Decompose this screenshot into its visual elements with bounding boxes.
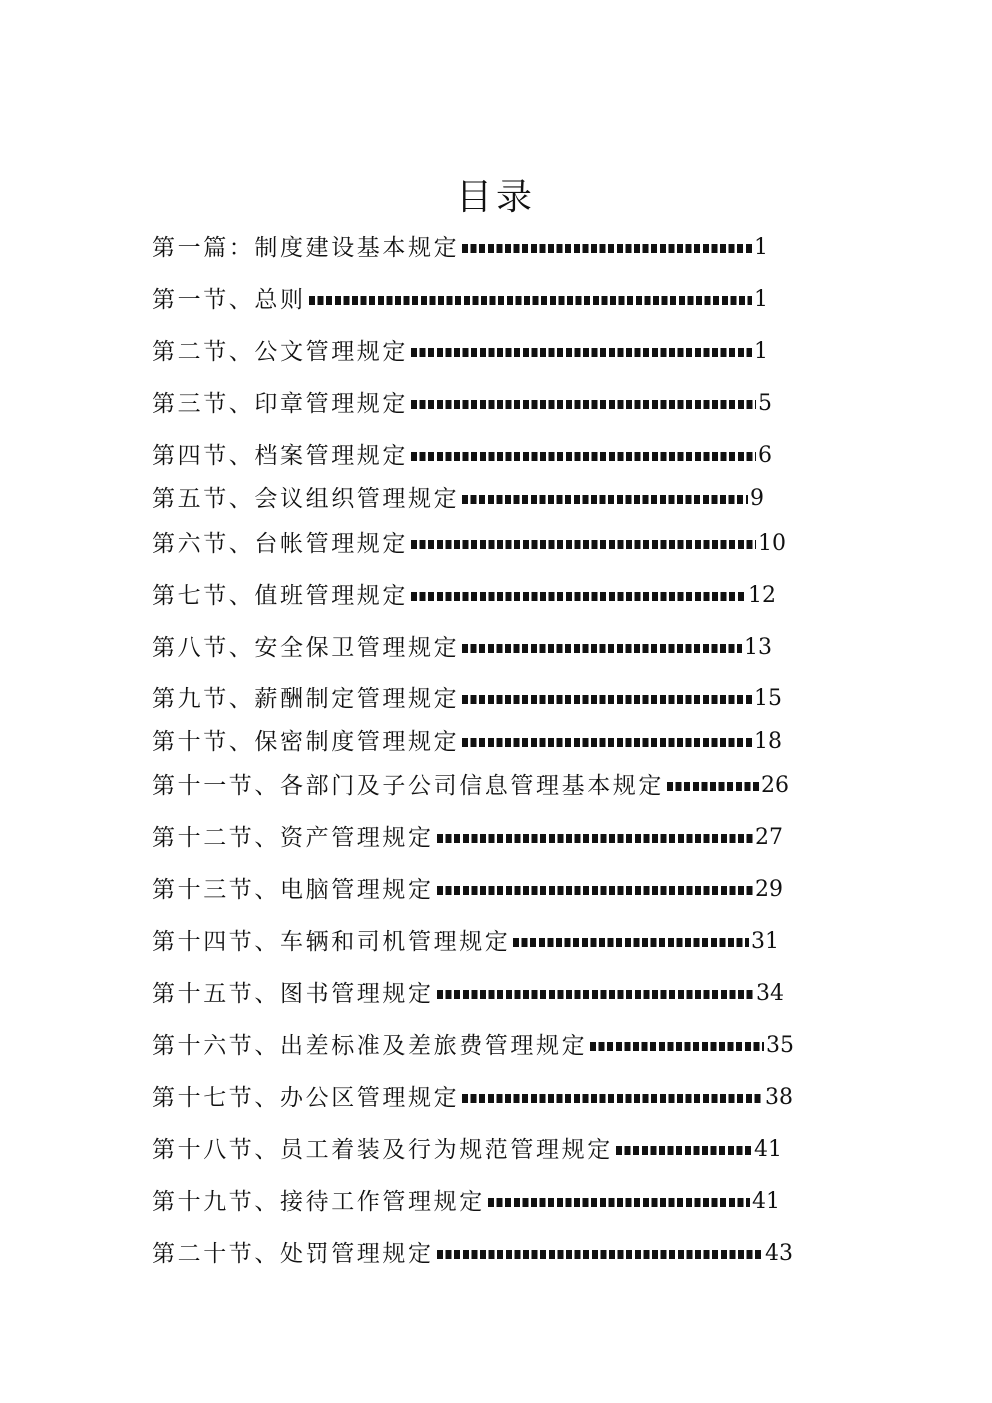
toc-entry-label: 第四节、档案管理规定 [152, 443, 408, 469]
dot-leader [488, 1198, 750, 1207]
toc-entry-label: 第一篇：制度建设基本规定 [152, 235, 460, 261]
toc-entry-label: 第十八节、员工着装及行为规范管理规定 [152, 1137, 613, 1163]
toc-entry-page-number: 15 [754, 686, 782, 711]
toc-entry-label: 第十七节、办公区管理规定 [152, 1085, 460, 1111]
dot-leader [411, 540, 756, 549]
toc-entry-page-number: 34 [756, 981, 784, 1006]
dot-leader [411, 348, 752, 357]
dot-leader [616, 1146, 752, 1155]
dot-leader [667, 782, 759, 791]
toc-entry-label: 第三节、印章管理规定 [152, 391, 408, 417]
toc-entry [152, 231, 768, 265]
toc-entry-page-number: 1 [754, 339, 768, 364]
toc-entry [152, 1133, 782, 1167]
toc-entry-page-number: 27 [755, 825, 783, 850]
toc-entry-page-number: 31 [751, 929, 779, 954]
toc-entry-label: 第六节、台帐管理规定 [152, 531, 408, 557]
toc-entry [152, 1081, 793, 1115]
toc-entry-label: 第十九节、接待工作管理规定 [152, 1189, 485, 1215]
toc-entry [152, 631, 772, 665]
dot-leader [411, 400, 756, 409]
toc-entry [152, 977, 784, 1011]
toc-entry-label: 第七节、值班管理规定 [152, 583, 408, 609]
toc-entry-label: 第一节、总则 [152, 287, 306, 313]
toc-entry-label: 第十三节、电脑管理规定 [152, 877, 434, 903]
toc-entry-label: 第十节、保密制度管理规定 [152, 729, 460, 755]
toc-entry-label: 第二十节、处罚管理规定 [152, 1241, 434, 1267]
dot-leader [462, 695, 752, 704]
toc-entry-label: 第九节、薪酬制定管理规定 [152, 686, 460, 712]
dot-leader [411, 592, 746, 601]
toc-entry-page-number: 5 [758, 391, 772, 416]
toc-entry-page-number: 1 [754, 287, 768, 312]
dot-leader [462, 1094, 763, 1103]
toc-entry [152, 1029, 794, 1063]
dot-leader [437, 834, 753, 843]
toc-entry [152, 1237, 793, 1271]
dot-leader [462, 738, 752, 747]
toc-entry-label: 第二节、公文管理规定 [152, 339, 408, 365]
toc-entry [152, 579, 776, 613]
toc-entry-page-number: 29 [755, 877, 783, 902]
dot-leader [309, 296, 752, 305]
toc-entry-label: 第八节、安全保卫管理规定 [152, 635, 460, 661]
toc-entry [152, 925, 779, 959]
toc-entry [152, 482, 764, 516]
toc-entry [152, 873, 783, 907]
toc-entry-page-number: 9 [750, 486, 764, 511]
toc-entry [152, 387, 772, 421]
toc-entry [152, 527, 786, 561]
toc-entry-page-number: 1 [754, 235, 768, 260]
toc-entry-label: 第十四节、车辆和司机管理规定 [152, 929, 511, 955]
dot-leader [462, 644, 742, 653]
toc-entry-page-number: 35 [766, 1033, 794, 1058]
toc-entry-page-number: 13 [744, 635, 772, 660]
toc-entry-page-number: 6 [758, 443, 772, 468]
toc-entry-page-number: 12 [748, 583, 776, 608]
toc-entry-label: 第五节、会议组织管理规定 [152, 486, 460, 512]
toc-entry-page-number: 18 [754, 729, 782, 754]
toc-entry-label: 第十一节、各部门及子公司信息管理基本规定 [152, 773, 664, 799]
toc-entry-label: 第十六节、出差标准及差旅费管理规定 [152, 1033, 588, 1059]
dot-leader [590, 1042, 764, 1051]
toc-entry [152, 1185, 780, 1219]
toc-entry-page-number: 38 [765, 1085, 793, 1110]
toc-entry-page-number: 43 [765, 1241, 793, 1266]
toc-entry [152, 439, 772, 473]
toc-entry-page-number: 41 [752, 1189, 780, 1214]
dot-leader [437, 886, 753, 895]
toc-entry [152, 725, 782, 759]
dot-leader [437, 1250, 763, 1259]
toc-entry-label: 第十二节、资产管理规定 [152, 825, 434, 851]
toc-entry-label: 第十五节、图书管理规定 [152, 981, 434, 1007]
dot-leader [513, 938, 749, 947]
toc-entry [152, 283, 768, 317]
dot-leader [462, 495, 748, 504]
toc-entry [152, 821, 783, 855]
toc-entry [152, 335, 768, 369]
toc-entry [152, 769, 789, 803]
dot-leader [437, 990, 754, 999]
toc-entry-page-number: 26 [761, 773, 789, 798]
toc-entry-page-number: 41 [754, 1137, 782, 1162]
toc-title: 目录 [455, 177, 536, 218]
dot-leader [462, 244, 752, 253]
toc-entry-page-number: 10 [758, 531, 786, 556]
toc-entry [152, 682, 782, 716]
dot-leader [411, 452, 756, 461]
